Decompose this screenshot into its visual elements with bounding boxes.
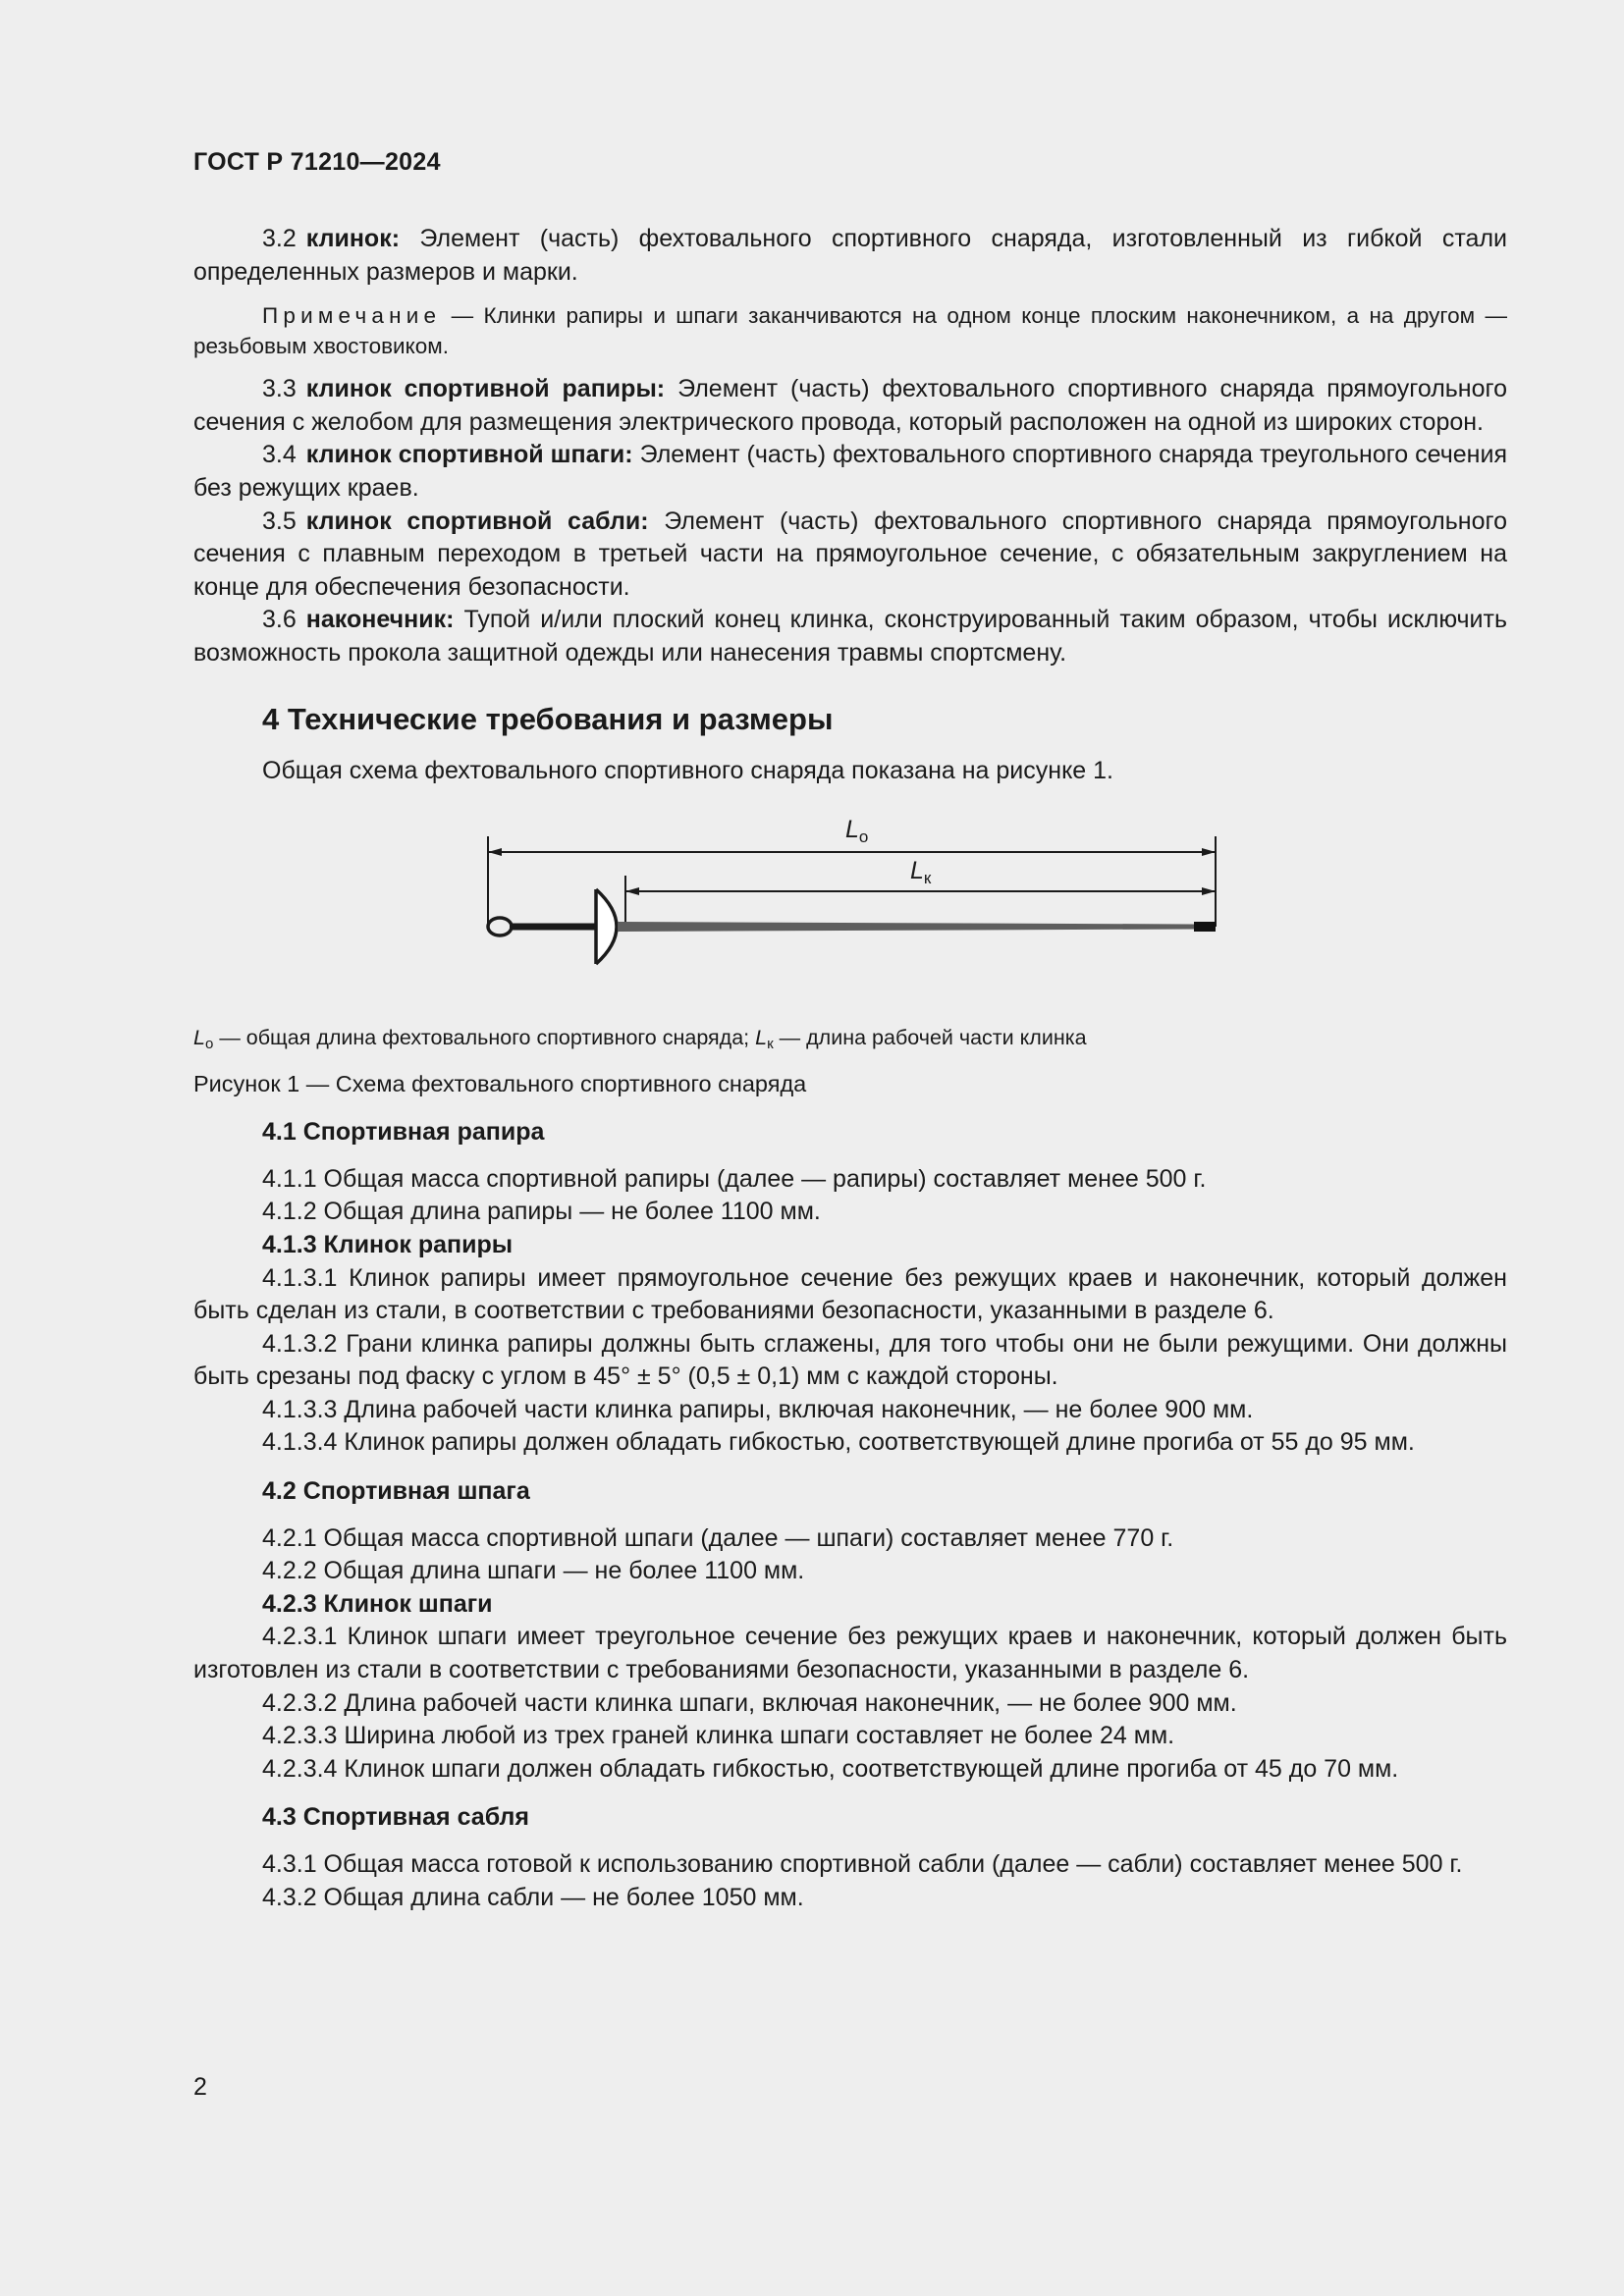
figure-caption: Рисунок 1 — Схема фехтовального спортивного снаряда <box>193 1071 807 1097</box>
clause-4-2-3-title: 4.2.3 Клинок шпаги <box>262 1589 493 1618</box>
term-3-3 <box>193 373 1507 439</box>
term-number: 3.6 <box>262 606 297 634</box>
clause-4-3-2: 4.3.2 Общая длина сабли — не более 1050 мм. <box>262 1883 804 1911</box>
page-number: 2 <box>193 2073 207 2101</box>
term-3-6 <box>193 604 1507 669</box>
figure-legend: $L_о$ — общая длина фехтовального спортивного снаряда; $L_к$ — длина рабочей части клинка <box>193 1026 1087 1053</box>
fencing-weapon-diagram <box>193 797 1507 1023</box>
term-3-2 <box>193 223 1507 289</box>
weapon-tip <box>1194 922 1216 932</box>
pommel-loop <box>488 918 512 935</box>
document-content <box>193 223 1507 1914</box>
term-definition: Элемент (часть) фехтовального спортивного снаряда, изготовленный из гибкой стали определенных размеров и марки. <box>193 225 1507 286</box>
note-paragraph <box>193 300 1507 361</box>
clause-4-1-3-4: 4.1.3.4 Клинок рапиры должен обладать гибкостью, соответствующей длине прогиба от 55 до 95 мм. <box>262 1428 1415 1457</box>
clause-4-1-1: 4.1.1 Общая масса спортивной рапиры (далее — рапиры) составляет менее 500 г. <box>262 1164 1207 1193</box>
term-number: 3.4 <box>262 441 297 469</box>
weapon-guard <box>596 889 617 964</box>
legend-symbol: L <box>193 1026 205 1050</box>
weapon-blade <box>618 922 1195 932</box>
term-3-4 <box>193 439 1507 505</box>
note-text: — Клинки рапиры и шпаги заканчиваются на одном конце плоским наконечником, а на другом — резьбовым хвостовиком. <box>193 303 1507 359</box>
clause-4-1-3-title: 4.1.3 Клинок рапиры <box>262 1230 514 1258</box>
term-definition: Элемент (часть) фехтовального спортивного снаряда прямоугольного сечения с желобом для размещения электрического провода, который расположен на одной из широких сторон. <box>193 375 1507 436</box>
clause-4-3-1: 4.3.1 Общая масса готовой к использованию спортивной сабли (далее — сабли) составляет менее 500 г. <box>262 1850 1463 1878</box>
label-blade-length: $L_к$ <box>910 857 932 888</box>
label-total-length: $L_о$ <box>845 816 869 847</box>
section-4-title: 4 Технические требования и размеры <box>262 701 834 736</box>
term-number: 3.5 <box>262 507 297 535</box>
term-number: 3.2 <box>262 225 297 252</box>
term-number: 3.3 <box>262 375 297 403</box>
term-name: клинок спортивной сабли: <box>305 507 649 535</box>
document-header: ГОСТ Р 71210—2024 <box>193 148 441 176</box>
note-label: Примечание <box>262 303 442 329</box>
clause-4-2-3-2: 4.2.3.2 Длина рабочей части клинка шпаги, включая наконечник, — не более 900 мм. <box>262 1688 1237 1717</box>
clause-4-1-2: 4.1.2 Общая длина рапиры — не более 1100 мм. <box>262 1198 821 1226</box>
clause-4-2-3-1: 4.2.3.1 Клинок шпаги имеет треугольное сечение без режущих краев и наконечник, который должен быть изготовлен из стали в соответствии с требованиями безопасности, указанными в разделе 6. <box>193 1623 1507 1684</box>
clause-4-2-2: 4.2.2 Общая длина шпаги — не более 1100 мм. <box>262 1557 805 1585</box>
clause-4-1-3-1: 4.1.3.1 Клинок рапиры имеет прямоугольное сечение без режущих краев и наконечник, который должен быть сделан из стали, в соответствии с требованиями безопасности, указанными в разделе 6. <box>193 1263 1507 1325</box>
clause-4-2-3-4: 4.2.3.4 Клинок шпаги должен обладать гибкостью, соответствующей длине прогиба от 45 до 70 мм. <box>262 1754 1399 1783</box>
subsection-4-2-title: 4.2 Спортивная шпага <box>262 1477 530 1506</box>
legend-symbol: L <box>755 1026 768 1050</box>
clause-4-2-1: 4.2.1 Общая масса спортивной шпаги (далее — шпаги) составляет менее 770 г. <box>262 1523 1174 1552</box>
term-definition: Элемент (часть) фехтовального спортивного снаряда треугольного сечения без режущих краев. <box>193 441 1507 502</box>
term-name: наконечник: <box>305 606 455 634</box>
subsection-4-1-title: 4.1 Спортивная рапира <box>262 1118 545 1147</box>
term-3-5 <box>193 506 1507 605</box>
figure-1 <box>193 797 1507 1023</box>
subsection-4-3-title: 4.3 Спортивная сабля <box>262 1803 529 1832</box>
term-definition: Элемент (часть) фехтовального спортивного снаряда прямоугольного сечения с плавным переходом в третьей части на прямоугольное сечение, с обязательным закруглением на конце для обеспечения безопасности. <box>193 507 1507 601</box>
term-name: клинок спортивной рапиры: <box>305 375 666 403</box>
term-definition: Тупой и/или плоский конец клинка, сконструированный таким образом, чтобы исключить возможность прокола защитной одежды или нанесения травмы спортсмену. <box>193 606 1507 667</box>
term-name: клинок: <box>305 225 401 252</box>
term-name: клинок спортивной шпаги: <box>305 441 633 469</box>
clause-4-1-3-3: 4.1.3.3 Длина рабочей части клинка рапиры, включая наконечник, — не более 900 мм. <box>262 1395 1254 1423</box>
clause-4-1-3-2: 4.1.3.2 Грани клинка рапиры должны быть сглажены, для того чтобы они не были режущими. Они должны быть срезаны под фаску с углом в 45° ± 5° (0,5 ± 0,1) мм с каждой стороны. <box>193 1329 1507 1391</box>
clause-4-2-3-3: 4.2.3.3 Ширина любой из трех граней клинка шпаги составляет не более 24 мм. <box>262 1722 1175 1750</box>
section-4-intro: Общая схема фехтовального спортивного снаряда показана на рисунке 1. <box>262 756 1113 784</box>
